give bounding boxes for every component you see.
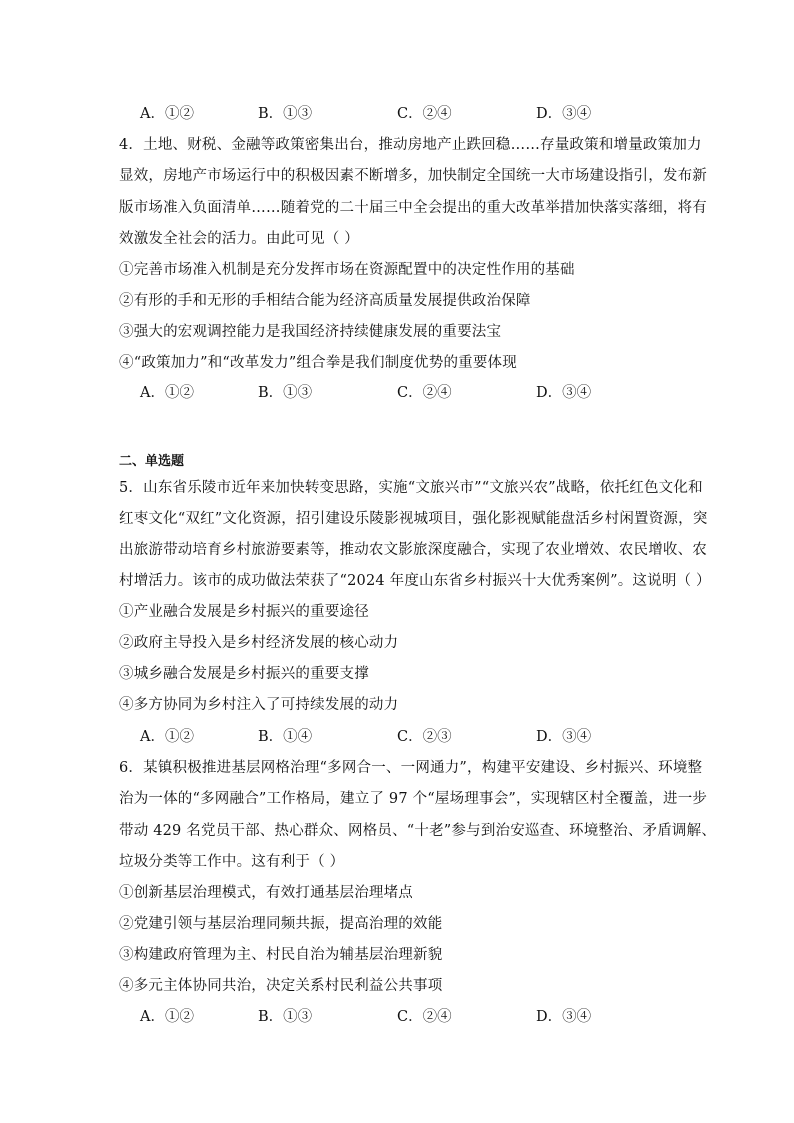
q4-stem-line-1: 4．土地、财税、金融等政策密集出台，推动房地产止跌回稳……存量政策和增量政策加力 [119, 137, 702, 153]
q6-stem-line-4: 垃圾分类等工作中。这有利于（ ） [119, 854, 345, 870]
q6-item-4: ④多元主体协同共治，决定关系村民利益公共事项 [119, 978, 443, 994]
q6-option-b[interactable]: B．①③ [258, 1009, 313, 1025]
q5-item-1: ①产业融合发展是乡村振兴的重要途径 [119, 604, 369, 620]
q5-stem-line-2: 红枣文化“双红”文化资源，招引建设乐陵影视城项目，强化影视赋能盘活乡村闲置资源，突 [119, 511, 708, 527]
q6-options [140, 1007, 620, 1027]
q5-option-b[interactable]: B．①④ [258, 729, 313, 745]
q6-option-c[interactable]: C．②④ [397, 1009, 452, 1025]
q4-item-2: ②有形的手和无形的手相结合能为经济高质量发展提供政治保障 [119, 293, 531, 309]
q6-item-1: ①创新基层治理模式，有效打通基层治理堵点 [119, 885, 413, 901]
q4-option-a[interactable]: A．①② [140, 385, 194, 401]
q6-item-2: ②党建引领与基层治理同频共振，提高治理的效能 [119, 916, 443, 932]
q5-option-a[interactable]: A．①② [140, 729, 194, 745]
q4-item-3: ③强大的宏观调控能力是我国经济持续健康发展的重要法宝 [119, 324, 502, 340]
q6-item-3: ③构建政府管理为主、村民自治为辅基层治理新貌 [119, 947, 443, 963]
q4-options [140, 383, 620, 403]
q5-item-3: ③城乡融合发展是乡村振兴的重要支撑 [119, 666, 369, 682]
q4-stem-line-3: 版市场准入负面清单……随着党的二十届三中全会提出的重大改革举措加快落实落细，将有 [119, 200, 707, 216]
q4-option-b[interactable]: B．①③ [258, 385, 313, 401]
q5-stem-line-3: 出旅游带动培育乡村旅游要素等，推动农文影旅深度融合，实现了农业增效、农民增收、农 [119, 542, 707, 558]
q3-option-d[interactable]: D．③④ [536, 106, 592, 122]
q5-option-c[interactable]: C．②③ [397, 729, 452, 745]
q5-options [140, 727, 620, 747]
q4-option-d[interactable]: D．③④ [536, 385, 592, 401]
q4-item-1: ①完善市场准入机制是充分发挥市场在资源配置中的决定性作用的基础 [119, 262, 575, 278]
q6-stem-line-3: 带动 429 名党员干部、热心群众、网格员、“十老”参与到治安巡查、环境整治、矛盾调解、 [119, 823, 717, 839]
q5-stem-line-4: 村增活力。该市的成功做法荣获了“2024 年度山东省乡村振兴十大优秀案例”。这说明（ ） [119, 573, 711, 589]
q4-stem-line-4: 效激发全社会的活力。由此可见（ ） [119, 231, 360, 247]
q3-option-c[interactable]: C．②④ [397, 106, 452, 122]
q4-item-4: ④“政策加力”和“改革发力”组合拳是我们制度优势的重要体现 [119, 355, 517, 371]
q6-stem-line-2: 治为一体的“多网融合”工作格局，建立了 97 个“屋场理事会”，实现辖区村全覆盖，进一步 [119, 791, 708, 807]
q6-option-d[interactable]: D．③④ [536, 1009, 592, 1025]
q5-item-4: ④多方协同为乡村注入了可持续发展的动力 [119, 697, 399, 713]
section-heading: 二、单选题 [119, 454, 185, 469]
q5-stem-line-1: 5．山东省乐陵市近年来加快转变思路，实施“文旅兴市”“文旅兴农”战略，依托红色文化和 [119, 480, 703, 496]
q6-stem-line-1: 6．某镇积极推进基层网格治理“多网合一、一网通力”，构建平安建设、乡村振兴、环境整 [119, 760, 703, 776]
q4-stem-line-2: 显效，房地产市场运行中的积极因素不断增多，加快制定全国统一大市场建设指引，发布新 [119, 168, 707, 184]
q3-options [140, 104, 620, 124]
q5-option-d[interactable]: D．③④ [536, 729, 592, 745]
q4-option-c[interactable]: C．②④ [397, 385, 452, 401]
q5-item-2: ②政府主导投入是乡村经济发展的核心动力 [119, 635, 399, 651]
q3-option-b[interactable]: B．①③ [258, 106, 313, 122]
q6-option-a[interactable]: A．①② [140, 1009, 194, 1025]
q3-option-a[interactable]: A．①② [140, 106, 194, 122]
